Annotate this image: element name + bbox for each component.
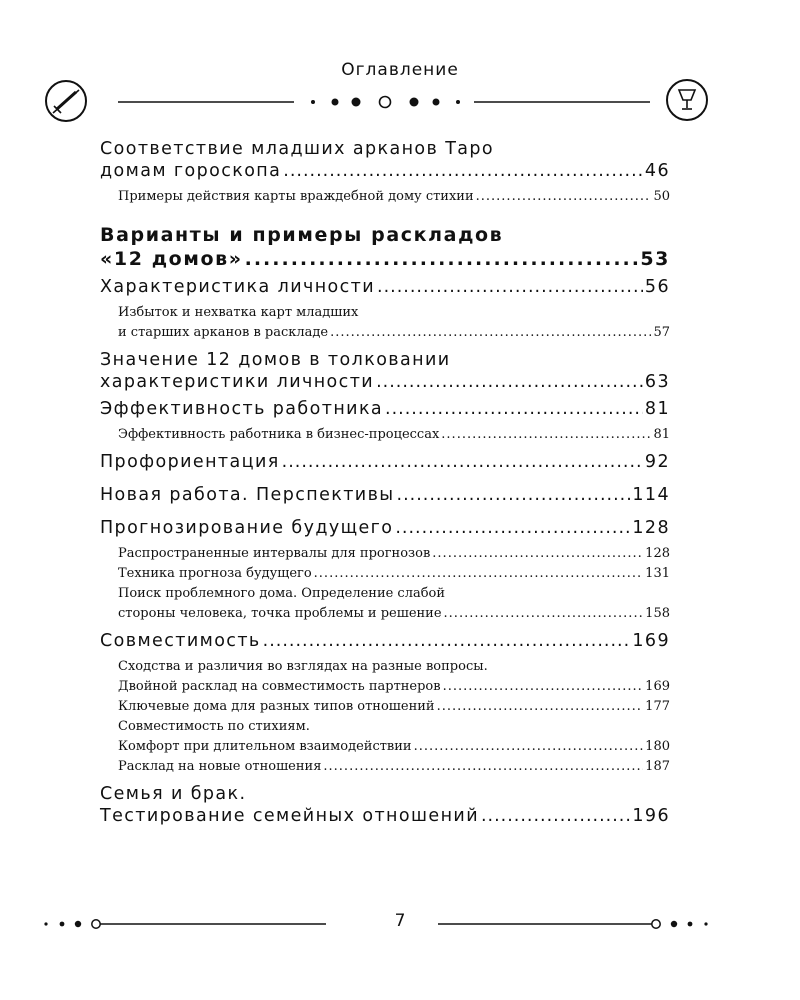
leader-dots — [441, 425, 651, 445]
toc-entry-title: Тестирование семейных отношений — [100, 806, 479, 826]
toc-entry-title: Прогнозирование будущего — [100, 518, 394, 538]
toc-entry[interactable] — [100, 138, 670, 182]
toc-subentry[interactable] — [100, 303, 670, 343]
leader-dots — [314, 564, 644, 584]
toc-entry[interactable] — [100, 783, 670, 827]
leader-dots — [395, 517, 630, 539]
toc-entry-title: Эффективность работника — [100, 399, 384, 419]
toc-page-number: 128 — [645, 546, 670, 561]
toc-page-number: 81 — [644, 399, 670, 419]
toc-entry-title: Семья и брак. — [100, 784, 247, 804]
toc-section[interactable] — [100, 223, 670, 271]
toc-subentry[interactable] — [100, 657, 670, 697]
sword-icon — [46, 81, 86, 121]
toc-entry-title: Соответствие младших арканов Таро — [100, 139, 495, 159]
leader-dots — [385, 398, 643, 420]
leader-dots — [432, 544, 643, 564]
toc-page-number: 57 — [653, 325, 670, 340]
leader-dots — [397, 484, 631, 506]
toc-subentry-title: Комфорт при длительном взаимодействии — [118, 739, 412, 754]
toc-entry[interactable] — [100, 349, 670, 393]
toc-entry-title: Характеристика личности — [100, 277, 376, 297]
toc-page-number: 114 — [632, 485, 670, 505]
toc-entry[interactable] — [100, 398, 670, 420]
leader-dots — [323, 757, 643, 777]
leader-dots — [263, 630, 631, 652]
toc-subentry-title: и старших арканов в раскладе — [118, 325, 329, 340]
toc-entry[interactable] — [100, 484, 670, 506]
toc-page-number: 63 — [644, 372, 670, 392]
toc-subentry-title: Расклад на новые отношения — [118, 759, 322, 774]
toc-subentry[interactable] — [100, 757, 670, 777]
toc-subentry[interactable] — [100, 564, 670, 584]
toc-page-number: 169 — [632, 631, 670, 651]
leader-dots — [282, 451, 643, 473]
table-of-contents — [100, 138, 670, 832]
toc-entry[interactable] — [100, 276, 670, 298]
toc-subentry-title: Примеры действия карты враждебной дому стихии — [118, 189, 474, 204]
toc-entry-title: Совместимость — [100, 631, 261, 651]
toc-subentry-title: Совместимость по стихиям. — [118, 719, 310, 734]
toc-subentry-title: Техника прогноза будущего — [118, 566, 312, 581]
toc-entry-title: Профориентация — [100, 452, 280, 472]
toc-entry-title: Новая работа. Перспективы — [100, 485, 395, 505]
toc-subentry-title: Распространенные интервалы для прогнозов — [118, 546, 431, 561]
toc-page-number: 187 — [645, 759, 670, 774]
leader-dots — [481, 805, 630, 827]
toc-subentry[interactable] — [100, 187, 670, 207]
leader-dots — [376, 371, 643, 393]
toc-subentry-title: Сходства и различия во взглядах на разные вопросы. — [118, 659, 488, 674]
toc-page-number: 131 — [645, 566, 670, 581]
toc-subentry[interactable] — [100, 584, 670, 624]
toc-subentry[interactable] — [100, 697, 670, 717]
toc-section-title: Варианты и примеры раскладов — [100, 224, 504, 246]
leader-dots — [377, 276, 643, 298]
toc-page-number: 46 — [644, 161, 670, 181]
leader-dots — [443, 677, 644, 697]
leader-dots — [437, 697, 644, 717]
toc-subentry-title: Поиск проблемного дома. Определение слабой — [118, 586, 446, 601]
toc-entry[interactable] — [100, 517, 670, 539]
page-number: 7 — [394, 911, 406, 931]
leader-dots — [330, 323, 651, 343]
toc-page-number: 92 — [644, 452, 670, 472]
toc-subentry[interactable] — [100, 425, 670, 445]
toc-page-number: 53 — [640, 248, 670, 270]
toc-entry-title: характеристики личности — [100, 372, 375, 392]
toc-entry-title: Значение 12 домов в толковании — [100, 350, 451, 370]
toc-page-number: 196 — [632, 806, 670, 826]
leader-dots — [444, 604, 644, 624]
toc-page-number: 81 — [653, 427, 670, 442]
leader-dots — [414, 737, 644, 757]
cup-icon — [667, 80, 707, 120]
toc-subentry-title: Ключевые дома для разных типов отношений — [118, 699, 435, 714]
toc-page-number: 50 — [653, 189, 670, 204]
toc-entry[interactable] — [100, 451, 670, 473]
leader-dots — [476, 187, 652, 207]
leader-dots — [283, 160, 643, 182]
header-ornament — [0, 70, 800, 130]
toc-page-number: 177 — [645, 699, 670, 714]
toc-subentry-title: Двойной расклад на совместимость партнеров — [118, 679, 441, 694]
page-title: Оглавление — [341, 60, 459, 80]
toc-page-number: 56 — [644, 277, 670, 297]
toc-page-number: 158 — [645, 606, 670, 621]
toc-subentry-title: Избыток и нехватка карт младших — [118, 305, 359, 320]
toc-section-title: «12 домов» — [100, 248, 243, 270]
leader-dots — [245, 247, 639, 271]
toc-subentry[interactable] — [100, 717, 670, 757]
toc-entry[interactable] — [100, 630, 670, 652]
toc-page-number: 128 — [632, 518, 670, 538]
toc-subentry-title: стороны человека, точка проблемы и решение — [118, 606, 442, 621]
toc-entry-title: домам гороскопа — [100, 161, 282, 181]
toc-subentry-title: Эффективность работника в бизнес-процессах — [118, 427, 440, 442]
toc-subentry[interactable] — [100, 544, 670, 564]
toc-page-number: 169 — [645, 679, 670, 694]
toc-page-number: 180 — [645, 739, 670, 754]
